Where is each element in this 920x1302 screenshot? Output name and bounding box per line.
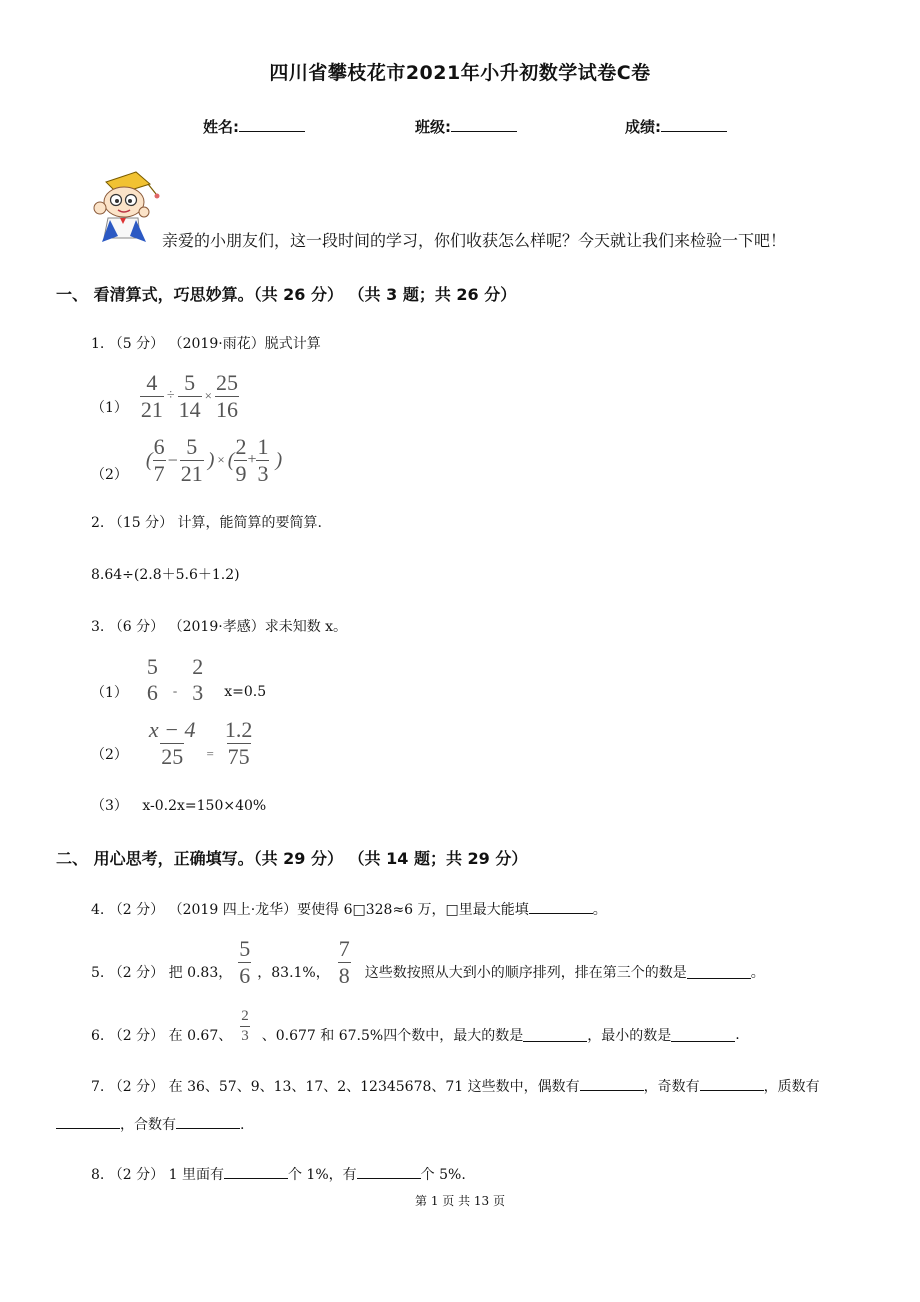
q1-part1-label: （1） [91, 400, 128, 416]
answer-blank[interactable] [580, 1077, 644, 1091]
page-footer: 第 1 页 共 13 页 [415, 1194, 505, 1208]
q7-line2: ，合数有 . [56, 1114, 244, 1134]
score-blank[interactable] [661, 117, 727, 132]
q7-line1: 7. （2 分） 在 36、57、9、13、17、2、12345678、71 这些数中，偶数有 ，奇数有 ，质数有 [91, 1079, 820, 1095]
answer-blank[interactable] [176, 1115, 240, 1129]
fraction: $\frac{25}{16}$ [215, 369, 238, 422]
q3-part3-equation: x-0.2x=150×40% [142, 798, 267, 814]
class-blank[interactable] [451, 117, 517, 132]
times-sign: × [217, 452, 225, 467]
fraction: $\frac{1.2}{75}$ [224, 716, 253, 769]
name-field [203, 116, 305, 137]
score-label: 成绩: [625, 118, 661, 136]
q4: 4. （2 分） （2019 四上·龙华）要使得 6□328≈6 万，□里最大能填 。 [91, 902, 607, 918]
fraction: $\frac{1}{3}$ [257, 433, 269, 486]
name-blank[interactable] [239, 117, 305, 132]
equals-sign: = [206, 746, 214, 761]
section1-heading: 一、 看清算式，巧思妙算。（共 26 分） （共 3 题；共 26 分） [56, 285, 517, 304]
fraction: $\frac{5}{14}$ [178, 369, 201, 422]
q5: 5. （2 分） 把 0.83， $\frac{5}{6}$ ，83.1%， $\frac{7}{8}$ 这些数按照从大到小的顺序排列，排在第三个的数是 。 [91, 935, 765, 988]
q6: 6. （2 分） 在 0.67、 $\frac{2}{3}$ 、0.677 和 67.5%四个数中，最大的数是 ，最小的数是 . [91, 1007, 740, 1044]
plus-sign: + [247, 451, 257, 468]
divide-sign: ÷ [166, 388, 175, 403]
class-field [415, 116, 517, 137]
fraction: $\frac{2}{3}$ [241, 1007, 249, 1044]
q3-part1-label: （1） [91, 685, 128, 701]
minus-sign: - [172, 683, 178, 698]
paren: ) [207, 448, 215, 471]
answer-blank[interactable] [700, 1077, 764, 1091]
q1-part2 [91, 433, 283, 486]
paren: ( [227, 448, 235, 471]
score-field [625, 116, 727, 137]
name-label: 姓名: [203, 118, 239, 136]
q1-part2-label: （2） [91, 467, 128, 483]
fraction: 5 6 [146, 654, 158, 705]
q2-stem: 2. （15 分） 计算，能简算的要简算. [91, 515, 322, 531]
answer-blank[interactable] [357, 1165, 421, 1179]
page-title: 四川省攀枝花市2021年小升初数学试卷C卷 [269, 62, 651, 84]
q2-expression: 8.64÷(2.8＋5.6＋1.2) [91, 567, 240, 583]
q3-part1-tail: x=0.5 [224, 684, 267, 700]
q3-part1 [91, 654, 267, 705]
times-sign: × [204, 388, 212, 403]
fraction: $\frac{4}{21}$ [140, 369, 163, 422]
fraction: $\frac{x - 4}{25}$ [148, 716, 196, 769]
class-label: 班级: [415, 118, 451, 136]
fraction: $\frac{5}{6}$ [239, 935, 251, 988]
q3-stem: 3. （6 分） （2019·孝感）求未知数 x。 [91, 619, 348, 635]
fraction: $\frac{2}{9}$ [235, 433, 247, 486]
q3-part2 [91, 716, 253, 769]
fraction: 2 3 [192, 654, 204, 705]
section2-heading: 二、 用心思考，正确填写。（共 29 分） （共 14 题；共 29 分） [56, 849, 528, 868]
fraction: $\frac{6}{7}$ [153, 433, 165, 486]
greeting-text: 亲爱的小朋友们，这一段时间的学习，你们收获怎么样呢？今天就让我们来检验一下吧！ [162, 231, 787, 250]
q3-part2-label: （2） [91, 747, 128, 763]
paren: ) [275, 448, 283, 471]
fraction: $\frac{5}{21}$ [180, 433, 203, 486]
answer-blank[interactable] [523, 1028, 587, 1042]
minus-sign: − [167, 449, 178, 470]
q3-part3-label: （3） [91, 798, 128, 814]
doctor-mascot-icon [88, 168, 166, 244]
fraction: $\frac{7}{8}$ [338, 935, 350, 988]
q8: 8. （2 分） 1 里面有 个 1%，有 个 5%. [91, 1167, 466, 1183]
answer-blank[interactable] [224, 1165, 288, 1179]
answer-blank[interactable] [56, 1115, 120, 1129]
answer-blank[interactable] [529, 900, 593, 914]
q3-part3 [91, 795, 266, 815]
answer-blank[interactable] [687, 965, 751, 979]
answer-blank[interactable] [671, 1028, 735, 1042]
q1-stem: 1. （5 分） （2019·雨花）脱式计算 [91, 336, 321, 352]
paren: ( [145, 448, 153, 471]
q1-part1 [91, 369, 239, 422]
